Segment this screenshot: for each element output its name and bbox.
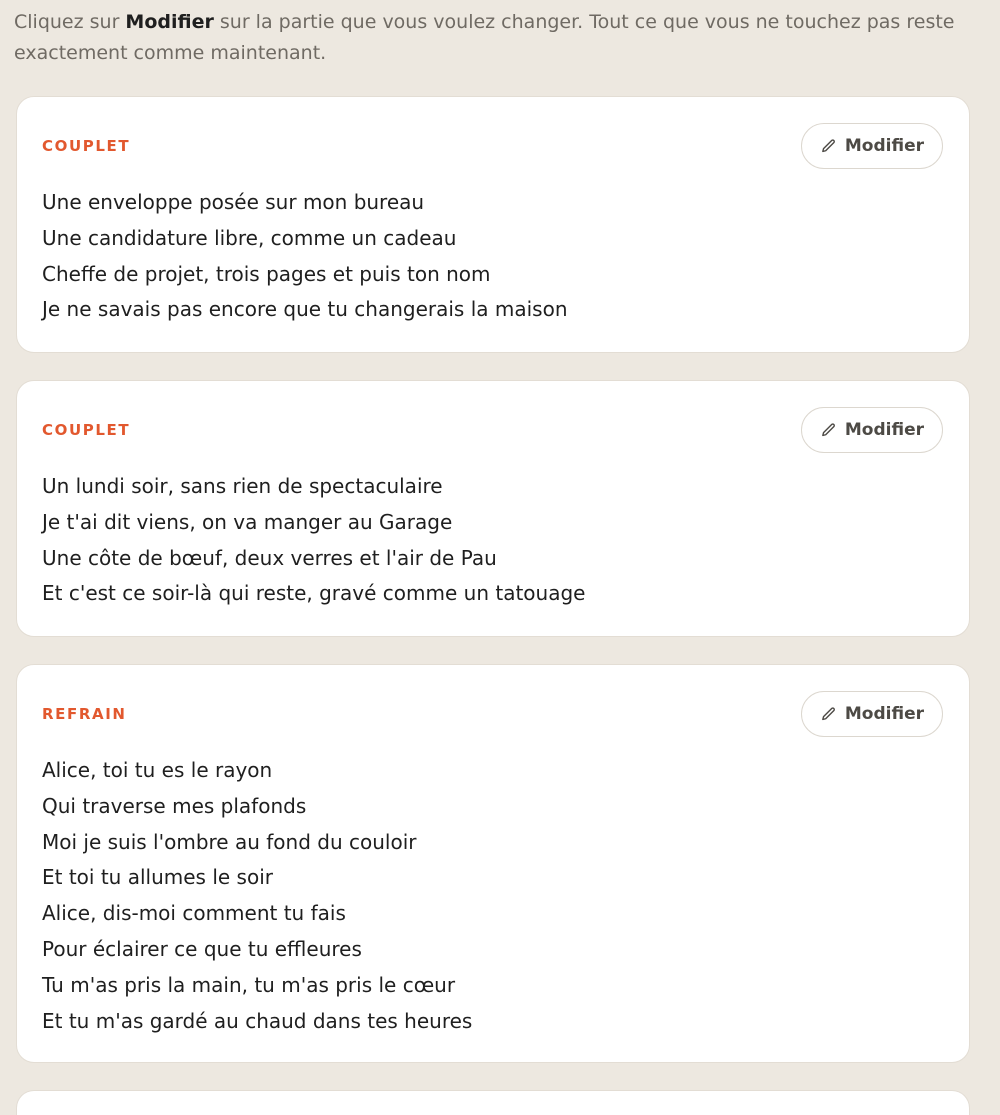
section-label: COUPLET (42, 421, 131, 439)
lyrics-lines (42, 469, 585, 612)
lyric-line: Alice, dis-moi comment tu fais (42, 901, 346, 926)
lyric-line: Je ne savais pas encore que tu changerais la maison (42, 297, 568, 322)
lyric-line: Pour éclairer ce que tu effleures (42, 936, 362, 961)
lyric-line: Et toi tu allumes le soir (42, 865, 273, 890)
lyric-line: Une enveloppe posée sur mon bureau (42, 190, 425, 214)
edit-section-button[interactable] (801, 407, 943, 453)
lyrics-section-card-partial (16, 1090, 970, 1115)
lyric-line: Je t'ai dit viens, on va manger au Garage (42, 509, 453, 534)
lyrics-section-card (16, 96, 970, 353)
lyric-line: Et c'est ce soir-là qui reste, gravé comme un tatouage (42, 581, 586, 606)
instructions-before: Cliquez sur (14, 11, 126, 33)
section-label: COUPLET (42, 137, 131, 155)
lyric-line: Alice, toi tu es le rayon (42, 758, 273, 782)
lyric-line: Tu m'as pris la main, tu m'as pris le cœur (42, 972, 456, 997)
lyric-line: Un lundi soir, sans rien de spectaculaire (42, 474, 443, 498)
instructions-modifier-keyword: Modifier (125, 11, 214, 33)
lyrics-lines (42, 753, 472, 1039)
instructions-after: sur la partie que vous voulez changer. Tout ce que vous ne touchez pas reste exactement comme maintenant. (14, 11, 955, 64)
lyrics-lines (42, 185, 568, 328)
edit-button-label: Modifier (844, 136, 924, 156)
lyric-line: Et tu m'as gardé au chaud dans tes heures (42, 1008, 473, 1033)
lyric-line: Une côte de bœuf, deux verres et l'air de Pau (42, 545, 497, 570)
edit-section-button[interactable] (801, 123, 943, 169)
lyric-line: Moi je suis l'ombre au fond du couloir (42, 829, 417, 854)
edit-button-label: Modifier (844, 704, 924, 724)
edit-section-button[interactable] (801, 691, 943, 737)
section-label: REFRAIN (42, 705, 127, 723)
pencil-icon (820, 138, 837, 155)
lyrics-section-card (16, 664, 970, 1063)
lyric-line: Qui traverse mes plafonds (42, 793, 307, 818)
lyrics-section-card (16, 380, 970, 637)
edit-button-label: Modifier (844, 420, 924, 440)
lyric-line: Une candidature libre, comme un cadeau (42, 225, 457, 250)
instructions-text (14, 7, 974, 69)
pencil-icon (820, 422, 837, 439)
pencil-icon (820, 706, 837, 723)
lyric-line: Cheffe de projet, trois pages et puis ton nom (42, 261, 491, 286)
